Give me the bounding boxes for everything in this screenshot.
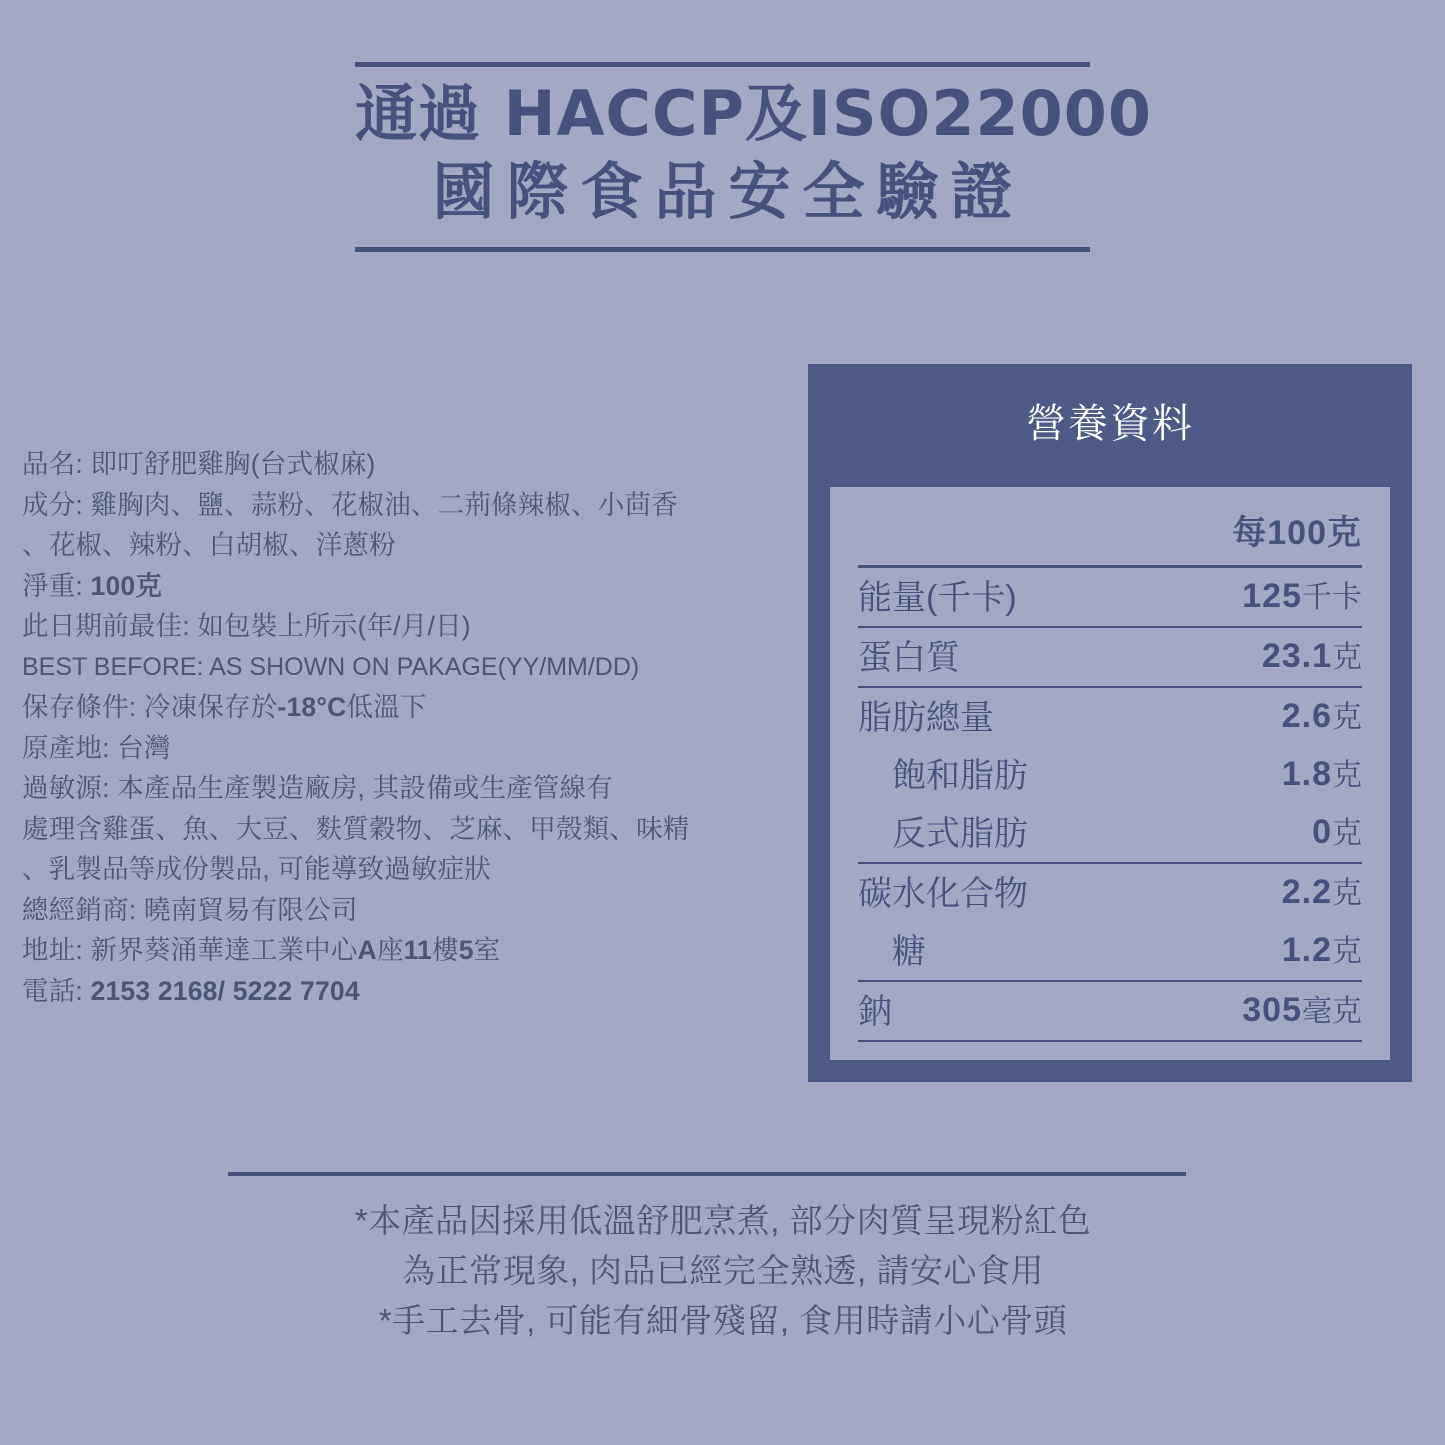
nutrient-number: 125 [1242, 577, 1302, 615]
nutrient-unit: 克 [1332, 641, 1362, 674]
footer-divider [228, 1172, 1186, 1176]
footer-note-1: *本產品因採用低溫舒肥烹煮, 部分肉質呈現粉紅色 [354, 1202, 1092, 1239]
nutrient-name: 飽和脂肪 [892, 757, 1028, 795]
nutrition-table-header-row [858, 487, 1362, 567]
nutrient-unit: 克 [1332, 759, 1362, 792]
best-before-line-en: BEST BEFORE: AS SHOWN ON PAKAGE(YY/MM/DD) [22, 652, 640, 681]
product-info-block [22, 444, 822, 1011]
certification-line-1: 通過 HACCP及ISO22000 [355, 77, 1153, 150]
nutrient-number: 23.1 [1261, 637, 1332, 675]
ingredients-line-2: 、花椒、辣粉、白胡椒、洋蔥粉 [22, 530, 396, 560]
table-row [858, 863, 1362, 922]
certification-line-2: 國際食品安全驗證 [432, 155, 1025, 228]
nutrient-value [1110, 746, 1362, 804]
nutrient-unit: 千卡 [1302, 581, 1362, 614]
table-row [858, 922, 1362, 981]
nutrition-table [858, 487, 1362, 1042]
storage-suffix: 低溫下 [346, 692, 427, 722]
nutrient-number: 2.2 [1281, 873, 1332, 911]
nutrient-value [1110, 863, 1362, 922]
nutrition-panel-title: 營養資料 [1026, 402, 1194, 446]
nutrient-value [1110, 627, 1362, 687]
nutrient-name: 能量(千卡) [858, 567, 1110, 628]
nutrient-name: 糖 [858, 922, 1110, 981]
nutrition-table-wrapper [830, 487, 1390, 1060]
address-block: A [357, 935, 377, 965]
origin-line: 原產地: 台灣 [22, 732, 171, 763]
best-before-line-zh: 此日期前最佳: 如包裝上所示(年/月/日) [22, 611, 471, 641]
footer-note-2: 為正常現象, 肉品已經完全熟透, 請安心食用 [402, 1252, 1044, 1289]
nutrient-number: 1.2 [1281, 931, 1332, 969]
table-row [858, 627, 1362, 687]
table-row [858, 567, 1362, 628]
nutrient-unit: 克 [1332, 817, 1362, 850]
phone-line [22, 971, 822, 1012]
phone-label: 電話: [22, 975, 91, 1006]
nutrient-number: 0 [1312, 813, 1332, 851]
net-weight-value: 100克 [90, 570, 163, 601]
address-floor: 11 [403, 935, 432, 965]
address-line [22, 930, 822, 971]
storage-label: 保存條件: 冷凍保存於 [22, 692, 278, 722]
nutrient-number: 305 [1242, 991, 1302, 1029]
allergen-line-2: 處理含雞蛋、魚、大豆、麩質穀物、芝麻、甲殼類、味精 [22, 813, 690, 844]
nutrient-unit: 毫克 [1302, 995, 1362, 1028]
storage-temperature: -18°C [277, 692, 347, 722]
table-row [858, 981, 1362, 1041]
phone-value: 2153 2168/ 5222 7704 [90, 975, 360, 1006]
nutrient-value [1110, 981, 1362, 1041]
nutrient-name: 蛋白質 [858, 627, 1110, 687]
certification-header [355, 62, 1153, 252]
nutrient-number: 1.8 [1281, 755, 1332, 793]
net-weight-label: 淨重: [22, 570, 91, 601]
nutrient-unit: 克 [1332, 701, 1362, 734]
footer-notes [228, 1196, 1218, 1346]
ingredients-line-1: 成分: 雞胸肉、鹽、蒜粉、花椒油、二荊條辣椒、小茴香 [22, 489, 678, 520]
distributor-line: 總經銷商: 曉南貿易有限公司 [22, 894, 358, 925]
address-mid: 座 [376, 935, 404, 965]
nutrition-header-blank [858, 487, 1110, 567]
nutrient-value [1110, 922, 1362, 981]
net-weight-line [22, 566, 822, 607]
nutrition-panel [808, 364, 1412, 1082]
nutrient-value [1110, 687, 1362, 746]
address-mid-2: 樓 [432, 935, 459, 965]
nutrition-column-header: 每100克 [1110, 487, 1362, 567]
table-row [858, 687, 1362, 746]
address-room: 5 [458, 935, 474, 965]
header-bottom-rule [355, 247, 1090, 252]
nutrient-unit: 克 [1332, 935, 1362, 968]
nutrient-name: 脂肪總量 [858, 699, 994, 737]
nutrient-value [1110, 567, 1362, 628]
nutrient-value [1110, 804, 1362, 863]
storage-line [22, 687, 822, 728]
nutrient-name: 鈉 [858, 981, 1110, 1041]
address-prefix: 地址: 新界葵涌華達工業中心 [22, 935, 358, 965]
nutrient-number: 2.6 [1281, 697, 1332, 735]
nutrient-name: 碳水化合物 [858, 875, 1028, 913]
address-suffix: 室 [473, 935, 501, 965]
table-row [858, 804, 1362, 863]
table-row [858, 746, 1362, 804]
product-name-line: 品名: 即叮舒肥雞胸(台式椒麻) [22, 449, 376, 479]
allergen-line-1: 過敏源: 本產品生產製造廠房, 其設備或生產管線有 [22, 773, 613, 803]
nutrient-name: 反式脂肪 [858, 804, 1110, 863]
footer-note-3: *手工去骨, 可能有細骨殘留, 食用時請小心骨頭 [378, 1302, 1068, 1339]
nutrient-unit: 克 [1332, 877, 1362, 910]
allergen-line-3: 、乳製品等成份製品, 可能導致過敏症狀 [22, 854, 492, 884]
